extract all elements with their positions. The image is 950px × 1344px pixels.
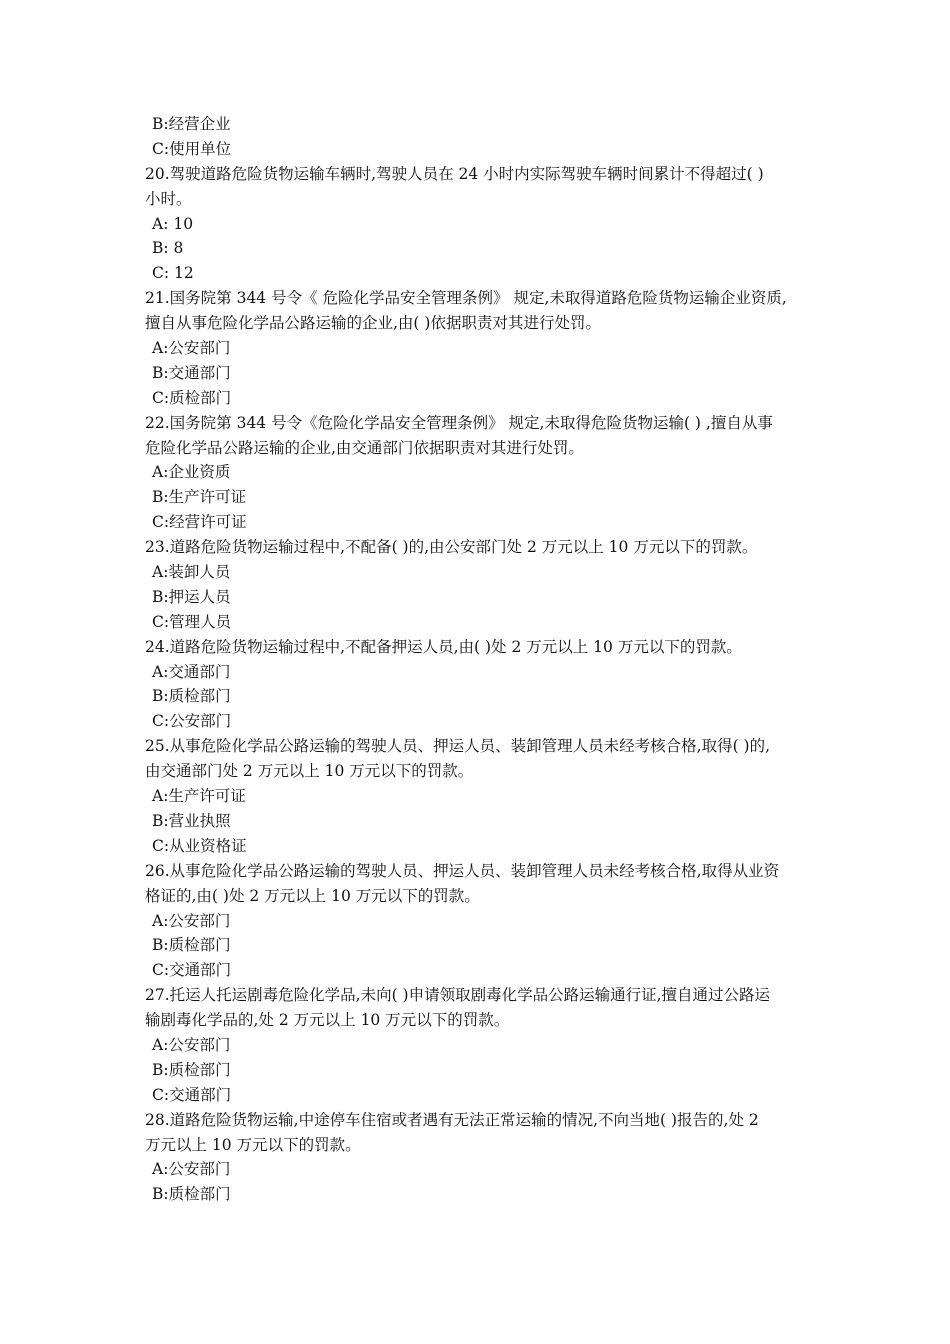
answer-option: B:押运人员 (152, 587, 231, 606)
answer-option: C:管理人员 (152, 612, 232, 631)
question-text-continued: 格证的,由( )处 2 万元以上 10 万元以下的罚款。 (145, 886, 480, 905)
answer-option: C:交通部门 (152, 1085, 232, 1104)
question-text: 26.从事危险化学品公路运输的驾驶人员、押运人员、装卸管理人员未经考核合格,取得从业资 (145, 861, 780, 880)
answer-option: A:生产许可证 (152, 787, 246, 806)
answer-option: C:质检部门 (152, 388, 232, 407)
answer-option: C:使用单位 (152, 139, 232, 158)
question-text: 21.国务院第 344 号令《 危险化学品安全管理条例》 规定,未取得道路危险货物运输企业资质, (145, 289, 787, 308)
question-text: 25.从事危险化学品公路运输的驾驶人员、押运人员、装卸管理人员未经考核合格,取得( )的, (145, 737, 771, 756)
question-text: 23.道路危险货物运输过程中,不配备( )的,由公安部门处 2 万元以上 10 万元以下的罚款。 (145, 538, 758, 557)
answer-option: C:经营许可证 (152, 513, 247, 532)
question-text-continued: 输剧毒化学品的,处 2 万元以上 10 万元以下的罚款。 (145, 1011, 510, 1030)
question-text: 22.国务院第 344 号令《危险化学品安全管理条例》 规定,未取得危险货物运输( ) ,擅自从事 (145, 413, 773, 432)
answer-option: B:经营企业 (152, 115, 231, 133)
answer-option: B:营业执照 (152, 811, 231, 830)
answer-option: C: 12 (152, 264, 194, 283)
answer-option: C:交通部门 (152, 961, 232, 980)
answer-option: C:公安部门 (152, 712, 232, 731)
answer-option: B: 8 (152, 239, 184, 258)
answer-option: A:公安部门 (152, 1160, 231, 1179)
question-text-continued: 万元以上 10 万元以下的罚款。 (145, 1135, 361, 1154)
answer-option: B:质检部门 (152, 1060, 231, 1079)
question-text-continued: 危险化学品公路运输的企业,由交通部门依据职责对其进行处罚。 (145, 438, 584, 457)
answer-option: C:从业资格证 (152, 836, 247, 855)
answer-option: B:生产许可证 (152, 488, 247, 507)
question-text-continued: 由交通部门处 2 万元以上 10 万元以下的罚款。 (145, 762, 474, 781)
answer-option: A:公安部门 (152, 339, 231, 358)
question-text-continued: 擅自从事危险化学品公路运输的企业,由( )依据职责对其进行处罚。 (145, 314, 601, 333)
question-text-continued: 小时。 (145, 189, 192, 208)
question-text: 27.托运人托运剧毒危险化学品,未向( )申请领取剧毒化学品公路运输通行证,擅自通过公路运 (145, 986, 771, 1005)
document-page (0, 112, 950, 1207)
answer-option: A:公安部门 (152, 911, 231, 930)
answer-option: B:质检部门 (152, 936, 231, 955)
question-text: 28.道路危险货物运输,中途停车住宿或者遇有无法正常运输的情况,不向当地( )报告的,处 2 (145, 1110, 759, 1129)
question-text: 24.道路危险货物运输过程中,不配备押运人员,由( )处 2 万元以上 10 万元以下的罚款。 (145, 637, 742, 656)
answer-option: A:装卸人员 (152, 563, 231, 582)
answer-option: A:公安部门 (152, 1035, 231, 1054)
answer-option: B:交通部门 (152, 363, 231, 382)
question-text: 20.驾驶道路危险货物运输车辆时,驾驶人员在 24 小时内实际驾驶车辆时间累计不得超过( ) (145, 164, 764, 183)
answer-option: A:企业资质 (152, 463, 231, 482)
answer-option: A:交通部门 (152, 662, 231, 681)
question-list (0, 112, 950, 1207)
answer-option: B:质检部门 (152, 1185, 231, 1204)
answer-option: B:质检部门 (152, 687, 231, 706)
answer-option: A: 10 (152, 214, 194, 233)
